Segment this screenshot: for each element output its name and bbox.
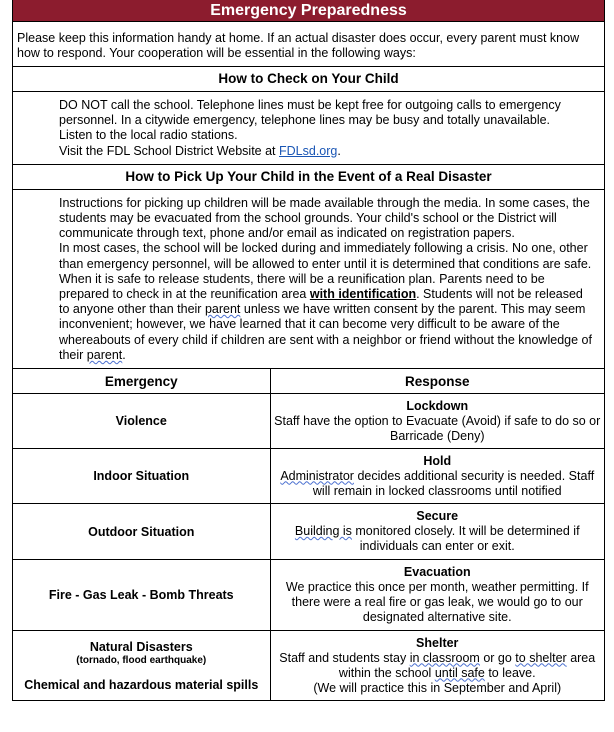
emergency-cell: Fire - Gas Leak - Bomb Threats xyxy=(13,560,270,631)
response-text: We practice this once per month, weather permitting. If there were a real fire or gas leak, we would go to our designated alternative site. xyxy=(285,580,589,625)
district-website-link[interactable]: FDLsd.org xyxy=(279,143,338,158)
response-cell xyxy=(270,631,604,701)
response-text-b: decides additional security is needed. Staff will remain in locked classrooms until notified xyxy=(312,468,595,498)
response-text-f: until safe xyxy=(434,665,485,680)
emergency-response-table xyxy=(13,369,604,701)
header-emergency: Emergency xyxy=(13,369,270,394)
response-cell xyxy=(270,560,604,631)
emergency-extra: Chemical and hazardous material spills xyxy=(24,677,259,692)
page-title: Emergency Preparedness xyxy=(13,0,604,22)
response-text-b: in classroom xyxy=(409,650,480,665)
response-text xyxy=(271,651,605,681)
table-row xyxy=(13,449,604,504)
check-line-1: DO NOT call the school. Telephone lines must be kept free for outgoing calls to emergency personnel. In a citywide emergency, telephone lines may be busy and totally unavailable. xyxy=(59,98,561,128)
pickup-heading: How to Pick Up Your Child in the Event of a Real Disaster xyxy=(13,165,604,190)
response-title: Hold xyxy=(423,453,452,468)
response-text-g: to leave. xyxy=(484,665,536,680)
pickup-para-3-c: unless we have written consent by the parent. This may seem inconvenient; however, we have learned that it can become very difficult to be aware of the whereabouts of every child if children are sent with a neighbor or friend without the knowledge of their xyxy=(59,302,592,362)
response-title: Lockdown xyxy=(406,398,469,413)
check-body xyxy=(13,92,604,165)
response-text-b: monitored closely. It will be determined if individuals can enter or exit. xyxy=(351,524,580,554)
emergency-cell: Outdoor Situation xyxy=(13,504,270,560)
emergency-subtitle: (tornado, flood earthquake) xyxy=(76,654,207,666)
response-text: Staff have the option to Evacuate (Avoid) if safe to do so or Barricade (Deny) xyxy=(274,413,601,443)
header-response: Response xyxy=(270,369,604,394)
response-text-e: area within the school xyxy=(338,650,596,680)
response-text-c: or go xyxy=(479,650,516,665)
table-header-row xyxy=(13,369,604,394)
table-row xyxy=(13,560,604,631)
pickup-para-2: In most cases, the school will be locked during and immediately following a crisis. No one, other than emergency personnel, will be allowed to enter until it is determined that conditions are safe. xyxy=(59,241,592,271)
check-line-3 xyxy=(59,144,596,159)
emergency-title: Natural Disasters xyxy=(89,639,193,654)
pickup-para-3-d: . xyxy=(122,347,126,362)
table-row xyxy=(13,631,604,701)
response-text-d: to shelter xyxy=(515,650,567,665)
response-text-a: Staff and students stay xyxy=(279,650,410,665)
response-cell xyxy=(270,504,604,560)
intro-text: Please keep this information handy at home. If an actual disaster does occur, every parent must know how to respond. Your cooperation will be essential in the following ways: xyxy=(13,22,604,67)
response-title: Secure xyxy=(416,509,459,524)
document xyxy=(12,0,605,701)
pickup-para-1: Instructions for picking up children will be made available through the media. In some cases, the students may be evacuated from the school grounds. Your child's school or the District will communicate through text, phone and/or email as indicated on registration papers. xyxy=(59,195,590,241)
table-row xyxy=(13,504,604,560)
emergency-cell: Indoor Situation xyxy=(13,449,270,504)
pickup-para-3-a: When it is safe to release students, there will be a reunification plan. Parents need to be prepared to check in at the reunification area xyxy=(59,271,545,302)
response-title: Evacuation xyxy=(403,565,471,580)
pickup-para-3 xyxy=(59,272,596,363)
table-row xyxy=(13,394,604,449)
emergency-cell: Violence xyxy=(13,394,270,449)
emergency-cell xyxy=(13,631,270,701)
response-text-a: Building is xyxy=(294,524,352,539)
check-line-2: Listen to the local radio stations. xyxy=(59,128,238,143)
check-line-3-suffix: . xyxy=(337,143,341,158)
response-note: (We will practice this in September and April) xyxy=(313,680,562,695)
check-line-3-prefix: Visit the FDL School District Website at xyxy=(59,143,279,158)
response-text-a: Administrator xyxy=(280,468,354,483)
pickup-body xyxy=(13,190,604,369)
response-title: Shelter xyxy=(416,635,459,650)
parent-word: parent xyxy=(204,302,241,317)
response-cell xyxy=(270,394,604,449)
response-text xyxy=(271,469,605,499)
parent-word-2: parent xyxy=(86,347,123,362)
response-cell xyxy=(270,449,604,504)
identification-emphasis: with identification xyxy=(309,287,417,302)
check-heading: How to Check on Your Child xyxy=(13,67,604,92)
pickup-para-3-b: . Students will not be released to anyone other than their xyxy=(59,287,583,317)
response-text xyxy=(271,524,605,554)
